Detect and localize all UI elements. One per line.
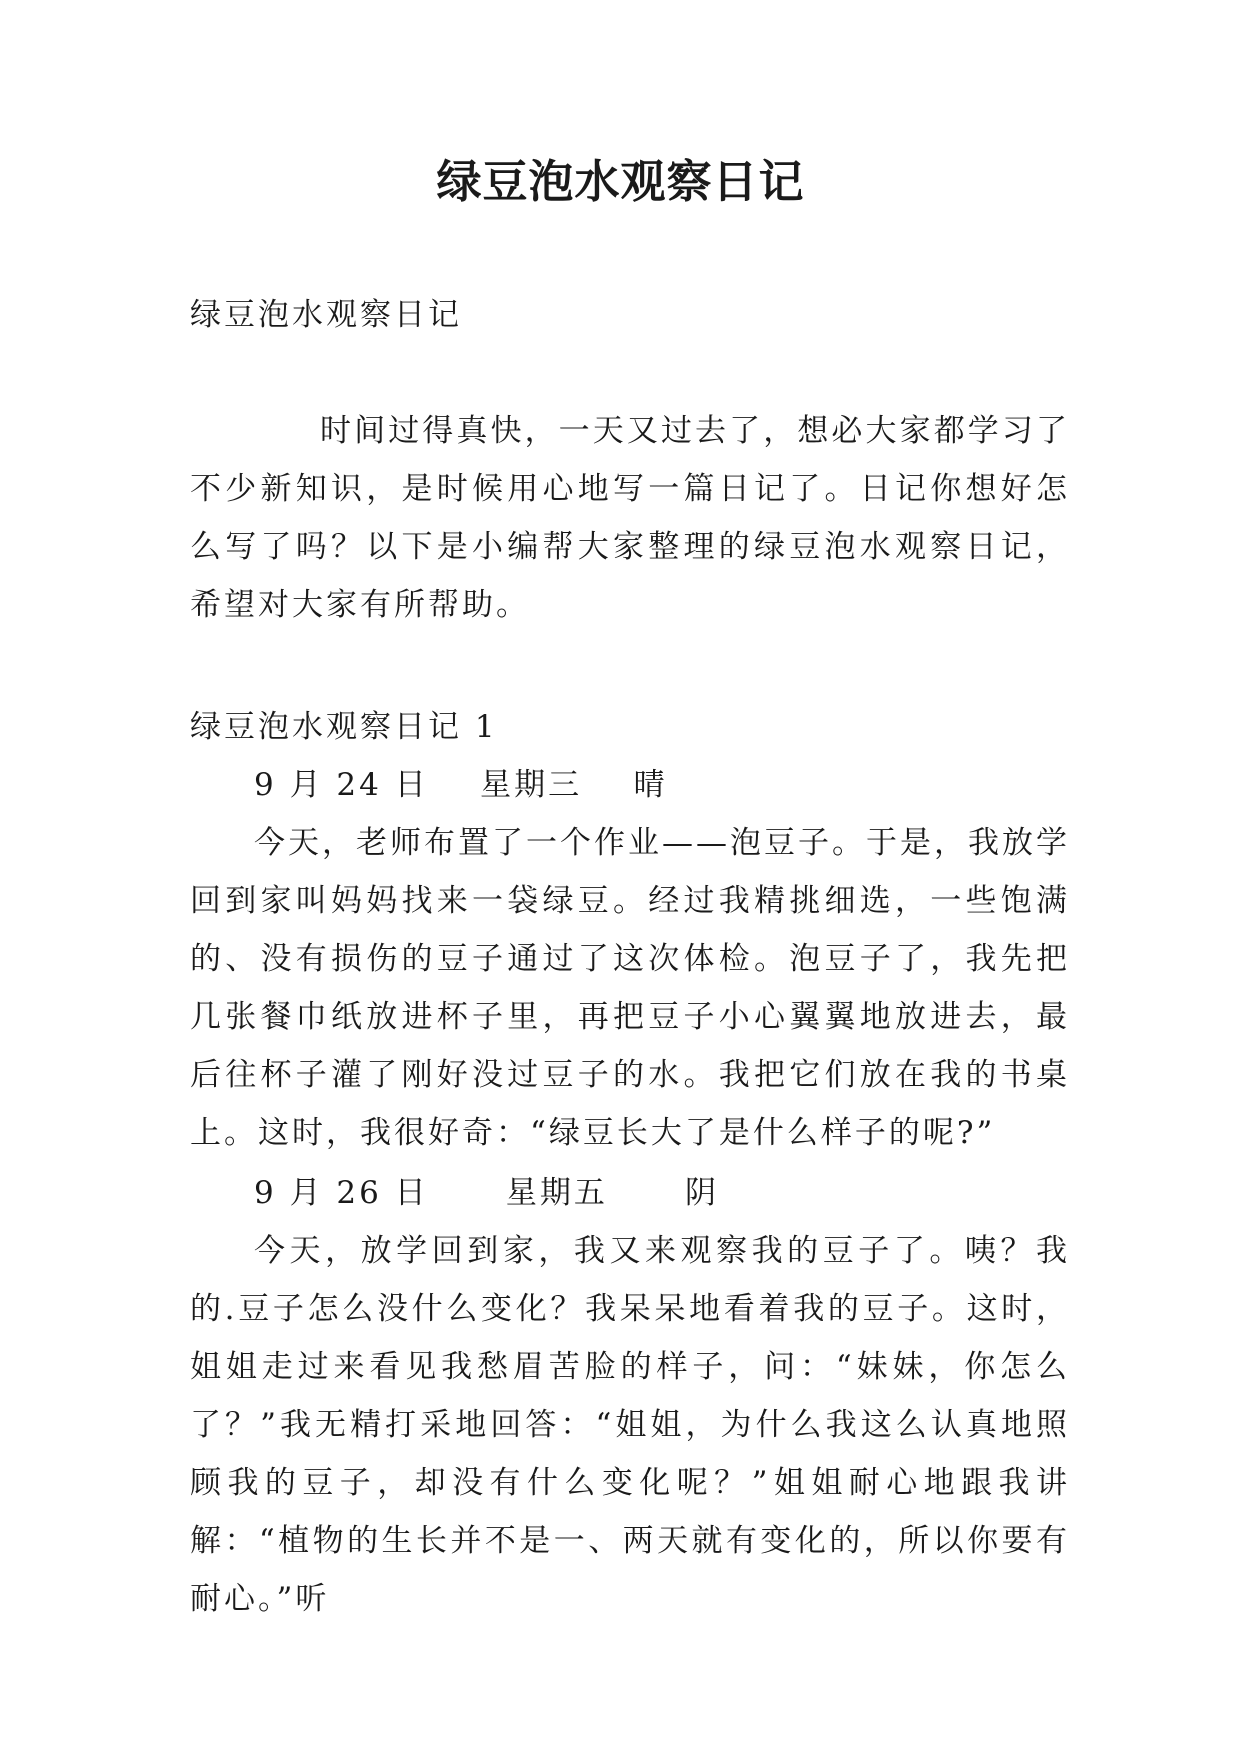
entry-date-line: 9 月 26 日 星期五 阴	[254, 1175, 719, 1211]
document-subtitle: 绿豆泡水观察日记	[190, 297, 462, 333]
entry-date-line: 9 月 24 日 星期三 晴	[254, 767, 668, 803]
intro-paragraph: 时间过得真快，一天又过去了，想必大家都学习了不少新知识，是时候用心地写一篇日记了。日记你想好怎么写了吗？以下是小编帮大家整理的绿豆泡水观察日记，希望对大家有所帮助。	[190, 413, 1070, 623]
entry-paragraph: 今天，放学回到家，我又来观察我的豆子了。咦？我的.豆子怎么没什么变化？我呆呆地看着我的豆子。这时，姐姐走过来看见我愁眉苦脸的样子，问：“妹妹，你怎么了？”我无精打采地回答：“姐姐，为什么我这么认真地照顾我的豆子，却没有什么变化呢？”姐姐耐心地跟我讲解：“植物的生长并不是一、两天就有变化的，所以你要有耐心。”听	[190, 1233, 1070, 1617]
entry-paragraph: 今天，老师布置了一个作业——泡豆子。于是，我放学回到家叫妈妈找来一袋绿豆。经过我精挑细选，一些饱满的、没有损伤的豆子通过了这次体检。泡豆子了，我先把几张餐巾纸放进杯子里，再把豆子小心翼翼地放进去，最后往杯子灌了刚好没过豆子的水。我把它们放在我的书桌上。这时，我很好奇：“绿豆长大了是什么样子的呢?”	[190, 825, 1070, 1151]
document-title: 绿豆泡水观察日记	[436, 155, 805, 208]
entry-heading: 绿豆泡水观察日记 1	[190, 709, 498, 745]
